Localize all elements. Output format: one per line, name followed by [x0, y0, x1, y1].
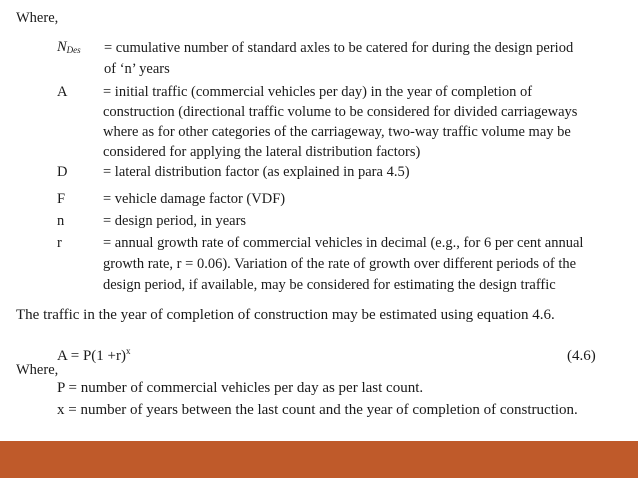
equation-lhs: A = P(1 +r): [57, 348, 127, 364]
definition-a-line-1: = initial traffic (commercial vehicles per day) in the year of completion of: [103, 84, 533, 100]
definition-a-line-4: considered for applying the lateral distribution factors): [103, 144, 421, 160]
symbol-d: D: [57, 164, 68, 180]
definition-r-line-2: growth rate, r = 0.06). Variation of the rate of growth over different periods of the: [103, 256, 577, 272]
intro-where: Where,: [16, 10, 59, 26]
definition-ndes-line-2: of ‘n’ years: [104, 61, 170, 77]
footer-bar: [0, 441, 638, 478]
definition-n-line-1: = design period, in years: [103, 213, 247, 229]
definition-r-line-3: design period, if available, may be considered for estimating the design traffic: [103, 277, 556, 293]
definition-r-line-1: = annual growth rate of commercial vehicles in decimal (e.g., for 6 per cent annual: [103, 235, 584, 251]
equation-exponent: x: [126, 346, 131, 356]
definition-ndes-line-1: = cumulative number of standard axles to be catered for during the design period: [104, 40, 574, 56]
symbol-a: A: [57, 84, 68, 100]
variable-x: x = number of years between the last count and the year of completion of construction.: [57, 402, 578, 418]
symbol-ndes: $N_{Des}$: [57, 39, 81, 55]
variable-p: P = number of commercial vehicles per day as per last count.: [57, 380, 424, 396]
definition-a-line-3: where as for other categories of the carriageway, two-way traffic volume may be: [103, 124, 571, 140]
traffic-sentence: The traffic in the year of completion of construction may be estimated using equation 4.6.: [16, 307, 555, 323]
equation-number: (4.6): [567, 348, 596, 364]
equation: [57, 346, 131, 366]
definition-f-line-1: = vehicle damage factor (VDF): [103, 191, 286, 207]
outro-where: Where,: [16, 362, 59, 378]
definition-d-line-1: = lateral distribution factor (as explained in para 4.5): [103, 164, 410, 180]
symbol-f: F: [57, 191, 66, 207]
symbol-n: n: [57, 213, 65, 229]
symbol-r: r: [57, 235, 62, 251]
definition-a-line-2: construction (directional traffic volume to be considered for divided carriageways: [103, 104, 578, 120]
